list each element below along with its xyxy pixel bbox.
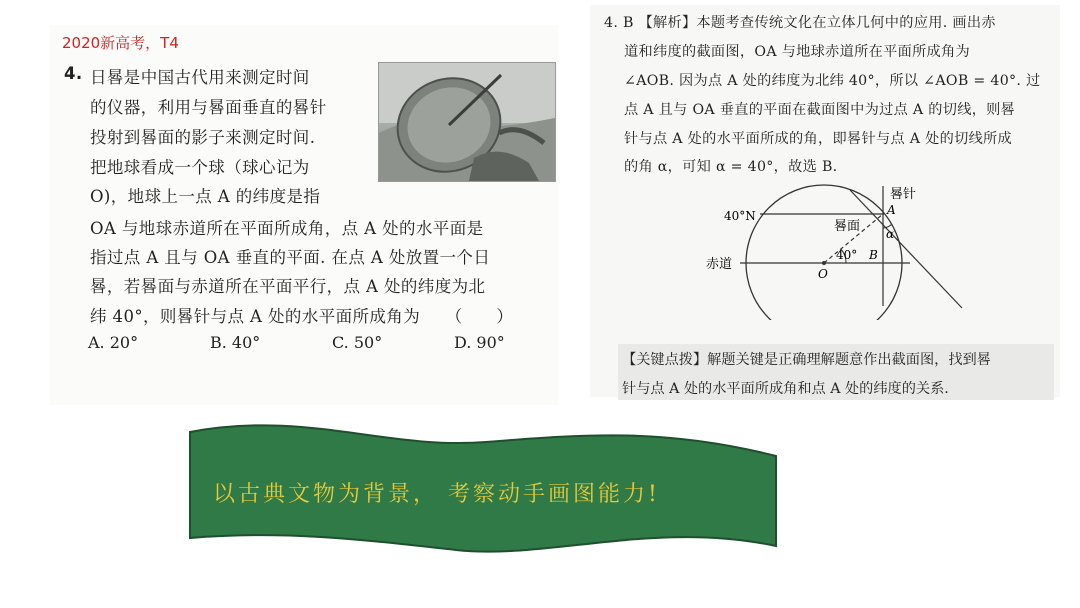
label-gnomon: 晷针	[890, 187, 917, 202]
solution-line-5: 针与点 A 处的水平面所成的角，即晷针与点 A 处的切线所成	[624, 131, 1013, 147]
question-number: 4.	[64, 64, 83, 83]
question-line-1: 日晷是中国古代用来测定时间	[90, 68, 310, 87]
answer-options	[88, 333, 576, 352]
label-equator: 赤道	[706, 257, 733, 272]
solution-line-6: 的角 α，可知 α = 40°，故选 B.	[624, 159, 838, 175]
key-point-line-2: 针与点 A 处的水平面所成角和点 A 处的纬度的关系.	[622, 381, 949, 397]
solution-line-3: ∠AOB. 因为点 A 处的纬度为北纬 40°，所以 ∠AOB = 40°. 过	[624, 73, 1041, 89]
question-line-6: OA 与地球赤道所在平面所成角，点 A 处的水平面是	[90, 219, 484, 238]
option-a: A. 20°	[88, 333, 139, 352]
question-line-3: 投射到晷面的影子来测定时间.	[90, 128, 316, 147]
label-point-a: A	[887, 203, 896, 217]
sundial-illustration	[379, 63, 555, 181]
question-line-2: 的仪器，利用与晷面垂直的晷针	[90, 98, 327, 117]
question-line-9: 纬 40°，则晷针与点 A 处的水平面所成角为 （ ）	[90, 307, 514, 326]
label-point-o: O	[818, 267, 828, 281]
tangent-line	[850, 190, 962, 308]
key-point-line-1: 【关键点拨】解题关键是正确理解题意作出截面图，找到晷	[622, 352, 991, 368]
option-c: C. 50°	[332, 333, 383, 352]
banner-text: 以古典文物为背景， 考察动手画图能力!	[213, 482, 660, 507]
question-line-8: 晷，若晷面与赤道所在平面平行，点 A 处的纬度为北	[90, 277, 486, 296]
solution-line-2: 道和纬度的截面图，OA 与地球赤道所在平面所成角为	[624, 44, 971, 60]
solution-line-1: 4. B 【解析】本题考查传统文化在立体几何中的应用. 画出赤	[604, 15, 996, 31]
sundial-photo	[378, 62, 556, 182]
label-latitude: 40°N	[724, 209, 756, 223]
label-alpha: α	[886, 227, 895, 241]
question-line-4: 把地球看成一个球（球心记为	[90, 158, 310, 177]
option-b: B. 40°	[210, 333, 261, 352]
label-point-b: B	[869, 248, 878, 262]
question-line-5: O)，地球上一点 A 的纬度是指	[90, 187, 321, 206]
option-d: D. 90°	[454, 333, 505, 352]
label-dial: 晷面	[834, 219, 861, 234]
cross-section-diagram	[700, 178, 980, 320]
exam-tag: 2020新高考，T4	[62, 34, 179, 52]
label-angle: 40°	[836, 248, 858, 262]
center-point	[822, 261, 826, 265]
solution-line-4: 点 A 且与 OA 垂直的平面在截面图中为过点 A 的切线，则晷	[624, 102, 1016, 118]
earth-circle	[746, 185, 902, 320]
question-line-7: 指过点 A 且与 OA 垂直的平面. 在点 A 处放置一个日	[90, 248, 491, 267]
